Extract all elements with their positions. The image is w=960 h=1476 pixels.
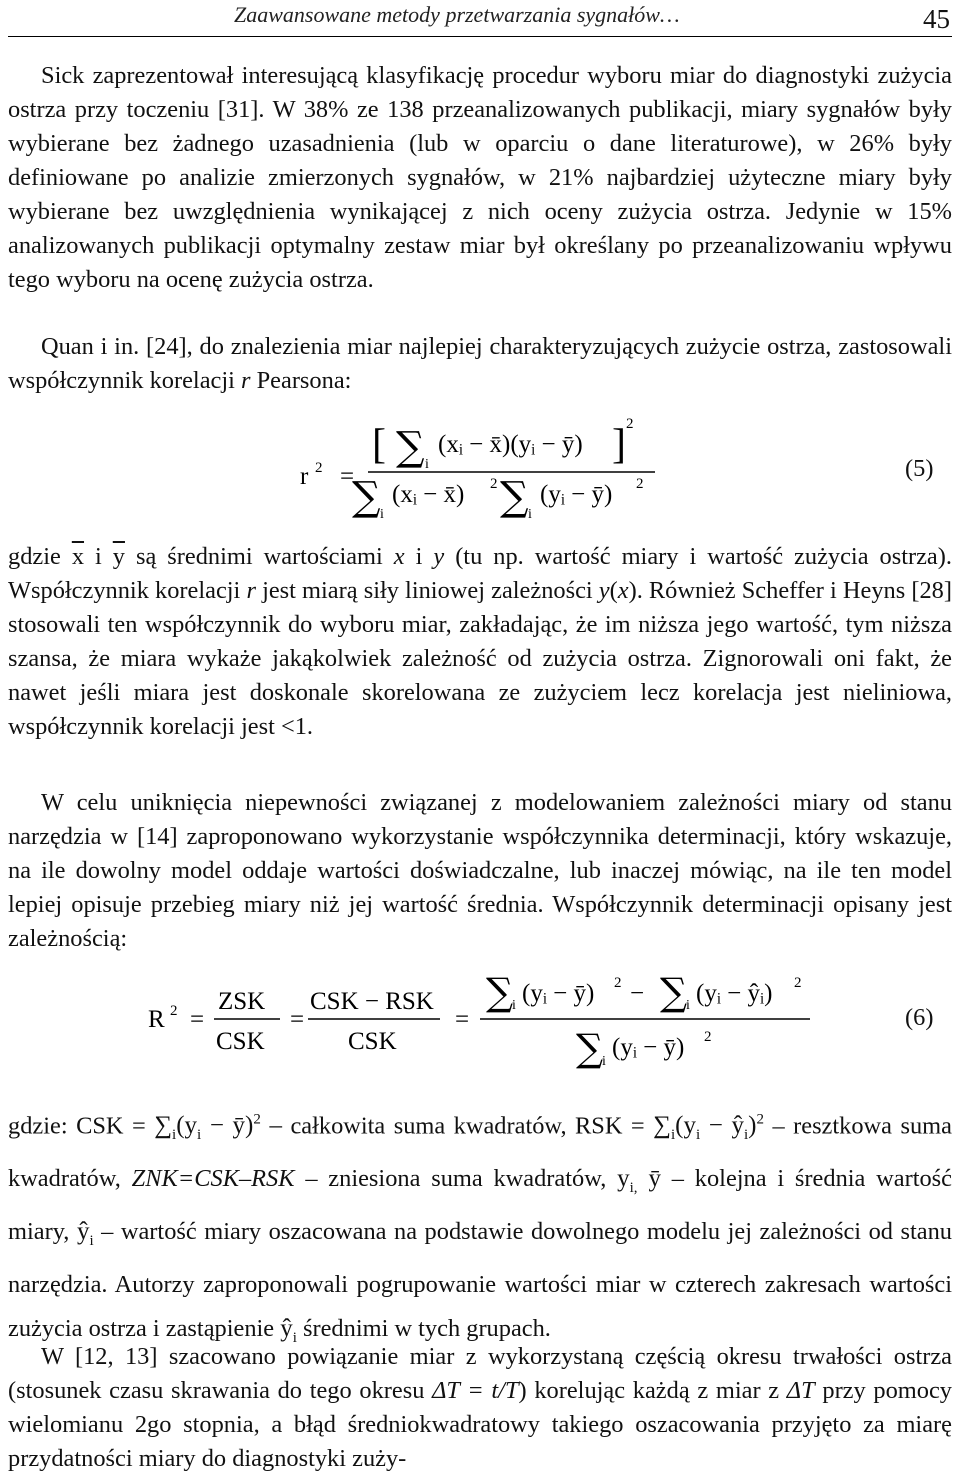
eq6-num-exp-2: 2: [794, 975, 802, 991]
rsk-label: RSK =: [575, 1112, 645, 1140]
text-run: (: [609, 577, 618, 604]
text-run: ) korelując każdą z miar z: [518, 1377, 787, 1404]
eq5-den-exp-2: 2: [636, 476, 644, 492]
eq6-csk-2: CSK: [348, 1028, 397, 1055]
text-run: ). Również Scheffer i Heyns [28] stosowali ten współczynnik do wyboru miar, zakładając, że im niższa jego wartość, tym niższa szansa, że miara wykaże jakąkolwiek zależność od zużycia ostrza. Zignorowali oni fakt, że nawet jeśli miara jest doskonale skorelowana ze zużyciem lecz korelacja jest nieliniowa, współczynnik korelacji jest <1.: [8, 577, 952, 740]
equation-6: [140, 965, 840, 1075]
eq5-den-1: (xᵢ − x̄): [392, 481, 465, 508]
eq6-sub-2: i: [686, 998, 690, 1013]
text-run-italic: y: [598, 577, 610, 604]
paragraph-2: [8, 330, 952, 398]
text-run: i: [84, 543, 113, 570]
eq5-sigma-3: ∑: [500, 474, 529, 520]
text-run: są średnimi wartościami: [124, 543, 394, 570]
paragraph-3: [8, 540, 952, 744]
eq6-sigma-1: ∑: [486, 970, 514, 1014]
eq6-den-exp: 2: [704, 1029, 712, 1045]
text-run-italic: y: [433, 543, 445, 570]
text-run: Pearsona:: [250, 367, 352, 394]
text-run: przy pomocy wielomianu 2go stopnia, a błąd średniokwadratowy takiego oszacowania przyjęto za miarę przydatności miary do diagnostyki zuży-: [8, 1377, 952, 1472]
paragraph-5: [8, 1098, 952, 1360]
eq5-sigma: ∑: [396, 424, 425, 470]
eq6-minus: −: [630, 980, 645, 1007]
yhat-symbol-2: $ŷ_i$: [280, 1315, 297, 1347]
paragraph-4: [8, 786, 952, 956]
text-run: W [12, 13] szacowano powiązanie miar z wykorzystaną częścią okresu trwałości ostrza (stosunek czasu skrawania do tego okresu: [8, 1343, 952, 1404]
equation-5-number: (5): [905, 455, 934, 482]
page-number: 45: [923, 4, 950, 34]
text-run: – wartość miary oszacowana na podstawie dowolnego modelu jej zależności od stanu narzędzia. Autorzy zaproponowali pogrupowanie wartości miar w czterech zakresach wartości zużycia ostrza i zastąpienie: [8, 1218, 952, 1343]
eq5-sub-i-3: i: [528, 507, 532, 522]
eq6-eq2: =: [290, 1006, 305, 1033]
text-run-italic: x: [617, 577, 629, 604]
eq5-r: r: [300, 463, 309, 490]
text-run: gdzie: [8, 543, 72, 570]
text-run-italic: ΔT = t/T: [432, 1377, 519, 1404]
eq6-den: (yᵢ − ȳ): [612, 1034, 685, 1061]
text-run: Quan i in. [24], do znalezienia miar najlepiej charakteryzujących zużycie ostrza, zastosowali współczynnik korelacji: [8, 333, 952, 394]
eq6-sub-1: i: [512, 998, 516, 1013]
eq5-sigma-2: ∑: [352, 474, 381, 520]
eq6-eq1: =: [190, 1006, 205, 1033]
eq6-num-2: (yᵢ − ŷᵢ): [696, 980, 773, 1007]
paragraph-1-text: Sick zaprezentował interesującą klasyfikację procedur wyboru miar do diagnostyki zużycia ostrza przy toczeniu [31]. W 38% ze 138 przeanalizowanych publikacji, miary sygnałów były wybierane bez żadnego uzasadnienia (lub w oparciu o dane literaturowe), w 26% były definiowane po analizie zmierzonych sygnałów, w 21% najbardziej użyteczne miary były wybierane bez uwzględnienia wynikającej z nich oceny zużycia ostrza. Jedynie w 15% analizowanych publikacji optymalny zestaw miar był określany po przeanalizowaniu wpływu tego wyboru na ocenę zużycia ostrza.: [8, 62, 952, 293]
text-run: i: [404, 543, 434, 570]
text-run-italic: x: [393, 543, 405, 570]
text-run: – zniesiona suma kwadratów,: [294, 1165, 618, 1193]
eq6-csk-1: CSK: [216, 1028, 265, 1055]
equation-6-number: (6): [905, 1004, 934, 1031]
text-run: – kolejna i średnia wartość miary,: [8, 1165, 953, 1246]
eq5-rbracket: ]: [612, 422, 626, 468]
eq6-sigma-3: ∑: [576, 1026, 604, 1070]
eq6-sigma-2: ∑: [660, 970, 688, 1014]
eq5-exp: 2: [315, 460, 323, 476]
text-run: średnimi w tych grupach.: [296, 1315, 551, 1343]
text-run: gdzie:: [8, 1112, 77, 1140]
paragraph-6: [8, 1340, 952, 1476]
text-run: całkowita suma kwadratów,: [281, 1112, 576, 1140]
text-run: (tu np. wartość miary i wartość zużycia ostrza). Współczynnik korelacji: [8, 543, 952, 604]
paragraph-1: [8, 59, 952, 297]
eq5-den-exp-1: 2: [490, 476, 498, 492]
equation-5-svg: [300, 408, 670, 528]
paragraph-3-text: [8, 540, 952, 744]
text-run-italic: r: [246, 577, 256, 604]
eq5-sub-i: i: [425, 457, 429, 472]
equation-6-svg: [140, 965, 840, 1075]
eq5-num: (xᵢ − x̄)(yᵢ − ȳ): [438, 431, 583, 458]
eq6-zsk: ZSK: [218, 988, 266, 1015]
text-run: – resztkowa suma kwadratów,: [8, 1112, 952, 1193]
symbol-ybar: $\overline{y}$: [112, 543, 125, 570]
paragraph-4-text: W celu uniknięcia niepewności związanej z modelowaniem zależności miary od stanu narzędzia w [14] zaproponowano wykorzystanie współczynnika determinacji, który wskazuje, na ile dowolny model oddaje wartości doświadczalne, lub inaczej mówiąc, na ile ten model lepiej opisuje przebieg miary niż jej wartość średnia. Współczynnik determinacji opisany jest zależnością:: [8, 789, 952, 952]
eq5-numexp: 2: [626, 416, 634, 432]
csk-label: CSK =: [76, 1112, 146, 1140]
page-header: [8, 0, 952, 37]
text-run: jest miarą siły liniowej zależności: [255, 577, 599, 604]
eq6-R: R: [148, 1006, 165, 1033]
text-run-italic: ZNK=CSK–RSK: [131, 1165, 295, 1193]
eq5-lbracket: [: [372, 422, 386, 468]
yi-ybar-symbols: $y_{i,}$ ȳ: [617, 1165, 662, 1197]
eq5-den-2: (yᵢ − ȳ): [540, 481, 613, 508]
yhat-symbol: $ŷ_i$: [76, 1218, 94, 1250]
running-title: Zaawansowane metody przetwarzania sygnałów…: [234, 2, 680, 27]
eq5-equals: =: [340, 463, 355, 490]
symbol-xbar: $\overline{x}$: [71, 543, 85, 570]
paragraph-2-text: [8, 330, 952, 398]
eq6-num-exp-1: 2: [614, 975, 622, 991]
eq6-exp: 2: [170, 1003, 178, 1019]
eq6-num-1: (yᵢ − ȳ): [522, 980, 595, 1007]
eq6-eq3: =: [455, 1006, 470, 1033]
paragraph-6-text: [8, 1340, 952, 1476]
eq6-sub-3: i: [602, 1054, 606, 1069]
text-run-italic: r: [241, 367, 251, 394]
rsk-formula: $\sum_i(y_i$ − $ŷ_i)^2$: [653, 1112, 764, 1144]
csk-formula: $\sum_i(y_i$ − ȳ)$^2$ –: [154, 1112, 282, 1144]
equation-5: [300, 408, 670, 528]
eq5-sub-i-2: i: [380, 507, 384, 522]
eq6-csk-rsk: CSK − RSK: [310, 988, 434, 1015]
text-run-italic: ΔT: [786, 1377, 815, 1404]
paragraph-5-text: [8, 1098, 952, 1360]
